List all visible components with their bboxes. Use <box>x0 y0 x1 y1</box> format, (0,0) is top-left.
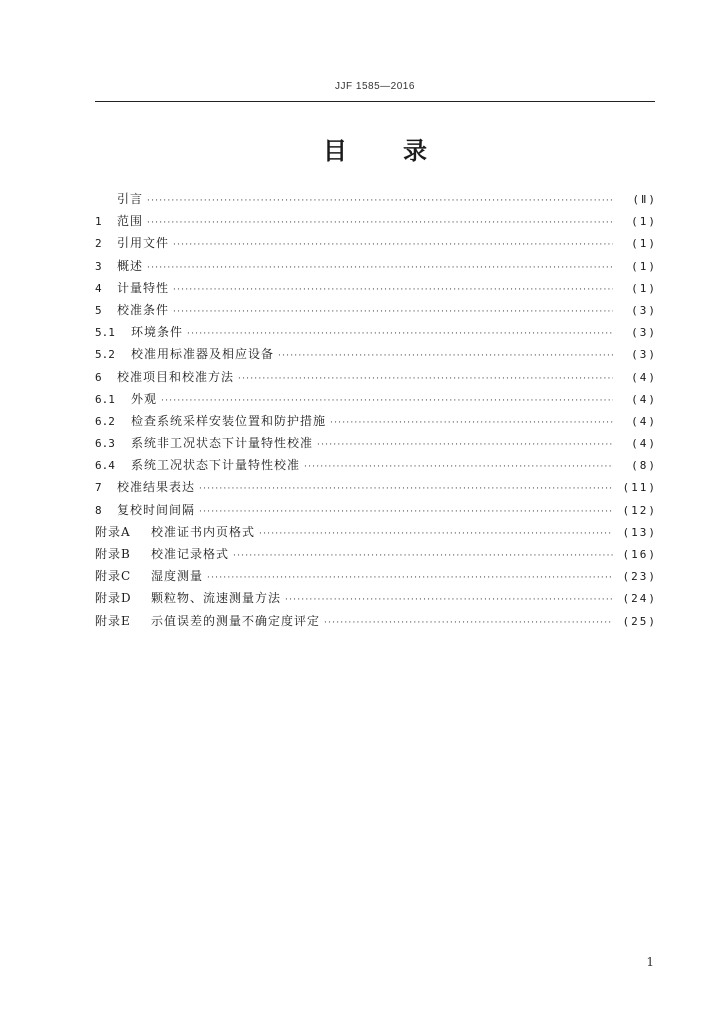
toc-dot-leader <box>285 589 613 611</box>
toc-entry-page: (24) <box>622 592 657 606</box>
toc-entry-title: 范围 <box>117 214 144 229</box>
toc-entry-title: 检查系统采样安装位置和防护措施 <box>131 413 327 428</box>
toc-entry-label <box>95 476 195 499</box>
table-of-contents <box>95 188 657 632</box>
toc-entry[interactable] <box>95 188 657 210</box>
toc-entry[interactable] <box>95 232 657 254</box>
toc-entry-title: 环境条件 <box>131 325 184 340</box>
toc-entry-label <box>95 610 320 632</box>
toc-entry-label <box>95 565 203 587</box>
toc-dot-leader <box>238 368 613 390</box>
toc-entry-label <box>95 321 183 344</box>
toc-entry[interactable] <box>95 366 657 388</box>
toc-dot-leader <box>161 390 613 412</box>
toc-entry[interactable] <box>95 521 657 543</box>
toc-entry-page: (Ⅱ) <box>632 193 657 206</box>
toc-dot-leader <box>324 612 613 634</box>
toc-dot-leader <box>304 456 613 478</box>
page-number: 1 <box>646 955 654 969</box>
toc-entry-number: 6 <box>95 370 102 384</box>
toc-entry-page: (25) <box>622 614 657 628</box>
toc-entry-title: 外观 <box>131 391 158 406</box>
toc-dot-leader <box>233 545 613 567</box>
toc-entry-label <box>95 366 234 389</box>
toc-dot-leader <box>199 478 613 500</box>
toc-entry-number: 附录E <box>95 613 131 628</box>
toc-entry-page: (16) <box>622 548 657 561</box>
toc-entry-title: 校准用标准器及相应设备 <box>131 347 275 362</box>
toc-entry-title: 引言 <box>117 192 144 206</box>
toc-entry-label <box>95 299 169 322</box>
toc-entry-label <box>95 277 169 300</box>
toc-entry[interactable] <box>95 476 657 498</box>
toc-entry-label <box>95 410 326 433</box>
toc-entry-page: (4) <box>631 437 657 451</box>
toc-entry-label <box>95 255 143 278</box>
toc-entry-page: (4) <box>631 392 657 406</box>
toc-entry[interactable] <box>95 543 657 565</box>
toc-entry[interactable] <box>95 432 657 454</box>
toc-entry[interactable] <box>95 565 657 587</box>
toc-entry-page: (13) <box>622 525 657 539</box>
toc-entry[interactable] <box>95 210 657 232</box>
toc-entry-number: 6.2 <box>95 414 115 428</box>
toc-entry-label <box>95 587 281 609</box>
header-rule <box>95 101 655 102</box>
toc-entry-title: 系统非工况状态下计量特性校准 <box>131 436 314 451</box>
toc-entry-title: 湿度测量 <box>151 569 204 584</box>
toc-dot-leader <box>187 323 613 345</box>
toc-entry-title: 校准条件 <box>117 302 170 317</box>
toc-entry-number: 附录C <box>95 569 132 584</box>
toc-entry-title: 系统工况状态下计量特性校准 <box>131 458 301 473</box>
toc-entry-title: 复校时间间隔 <box>117 502 196 517</box>
toc-entry-title: 颗粒物、流速测量方法 <box>151 591 282 606</box>
toc-entry-number: 5.2 <box>95 348 115 362</box>
toc-dot-leader <box>147 212 613 234</box>
toc-entry-title: 引用文件 <box>117 236 170 251</box>
toc-entry-title: 示值误差的测量不确定度评定 <box>151 613 321 628</box>
toc-entry-title: 校准结果表达 <box>117 480 196 495</box>
toc-entry-number: 8 <box>95 503 102 517</box>
toc-entry-page: (3) <box>631 326 657 340</box>
toc-entry-page: (4) <box>631 414 657 428</box>
toc-entry-label <box>95 343 274 366</box>
toc-entry-page: (3) <box>631 303 657 317</box>
toc-entry-number: 附录B <box>95 547 131 561</box>
toc-entry-title: 校准证书内页格式 <box>151 524 256 539</box>
toc-dot-leader <box>173 301 613 323</box>
toc-entry-number: 7 <box>95 481 102 495</box>
toc-entry[interactable] <box>95 343 657 365</box>
toc-entry[interactable] <box>95 255 657 277</box>
toc-entry[interactable] <box>95 454 657 476</box>
toc-entry[interactable] <box>95 299 657 321</box>
toc-entry-page: (1) <box>631 281 657 295</box>
toc-entry-label <box>95 388 157 411</box>
toc-entry-title: 校准项目和校准方法 <box>117 369 235 384</box>
toc-entry-label <box>95 543 229 565</box>
toc-dot-leader <box>173 279 613 301</box>
toc-dot-leader <box>173 234 613 256</box>
toc-dot-leader <box>330 412 613 434</box>
toc-entry[interactable] <box>95 610 657 632</box>
toc-entry-number: 6.3 <box>95 437 115 451</box>
toc-entry[interactable] <box>95 410 657 432</box>
toc-entry-page: (8) <box>631 459 657 473</box>
standard-code: JJF 1585—2016 <box>335 81 415 92</box>
toc-entry-page: (23) <box>622 570 657 584</box>
toc-entry-label <box>95 188 143 210</box>
toc-entry-title: 概述 <box>117 258 144 273</box>
toc-dot-leader <box>207 567 613 589</box>
toc-entry-label <box>95 432 313 455</box>
page-title: 目录 <box>323 137 483 165</box>
toc-entry-number: 5.1 <box>95 326 115 340</box>
toc-entry-title: 计量特性 <box>117 280 170 295</box>
toc-entry-page: (1) <box>631 237 657 251</box>
toc-entry-label <box>95 521 255 543</box>
toc-entry[interactable] <box>95 388 657 410</box>
toc-entry-label <box>95 232 169 255</box>
toc-entry[interactable] <box>95 587 657 609</box>
toc-entry[interactable] <box>95 277 657 299</box>
toc-entry-number: 6.1 <box>95 392 115 406</box>
toc-entry-number: 6.4 <box>95 459 115 473</box>
toc-entry-page: (4) <box>631 370 657 384</box>
toc-entry-number: 3 <box>95 259 102 273</box>
toc-entry-page: (3) <box>631 348 657 362</box>
toc-entry-number: 2 <box>95 237 102 251</box>
toc-entry-page: (11) <box>622 481 657 495</box>
toc-entry-label <box>95 454 300 477</box>
toc-entry-page: (1) <box>631 215 657 229</box>
toc-entry-label <box>95 210 143 233</box>
toc-entry-page: (1) <box>631 259 657 273</box>
running-header <box>95 80 655 94</box>
toc-entry-title: 校准记录格式 <box>151 547 230 561</box>
toc-entry-number: 附录A <box>95 524 131 539</box>
toc-dot-leader <box>278 345 613 367</box>
toc-entry[interactable] <box>95 499 657 521</box>
toc-dot-leader <box>259 523 613 545</box>
toc-dot-leader <box>147 257 613 279</box>
toc-entry-number: 附录D <box>95 591 132 606</box>
toc-entry-page: (12) <box>622 503 657 517</box>
toc-entry-number: 4 <box>95 281 102 295</box>
toc-dot-leader <box>147 190 613 212</box>
toc-dot-leader <box>199 501 613 523</box>
toc-entry[interactable] <box>95 321 657 343</box>
toc-dot-leader <box>317 434 613 456</box>
toc-entry-number: 1 <box>95 215 102 229</box>
toc-entry-number: 5 <box>95 303 102 317</box>
toc-entry-label <box>95 499 195 522</box>
